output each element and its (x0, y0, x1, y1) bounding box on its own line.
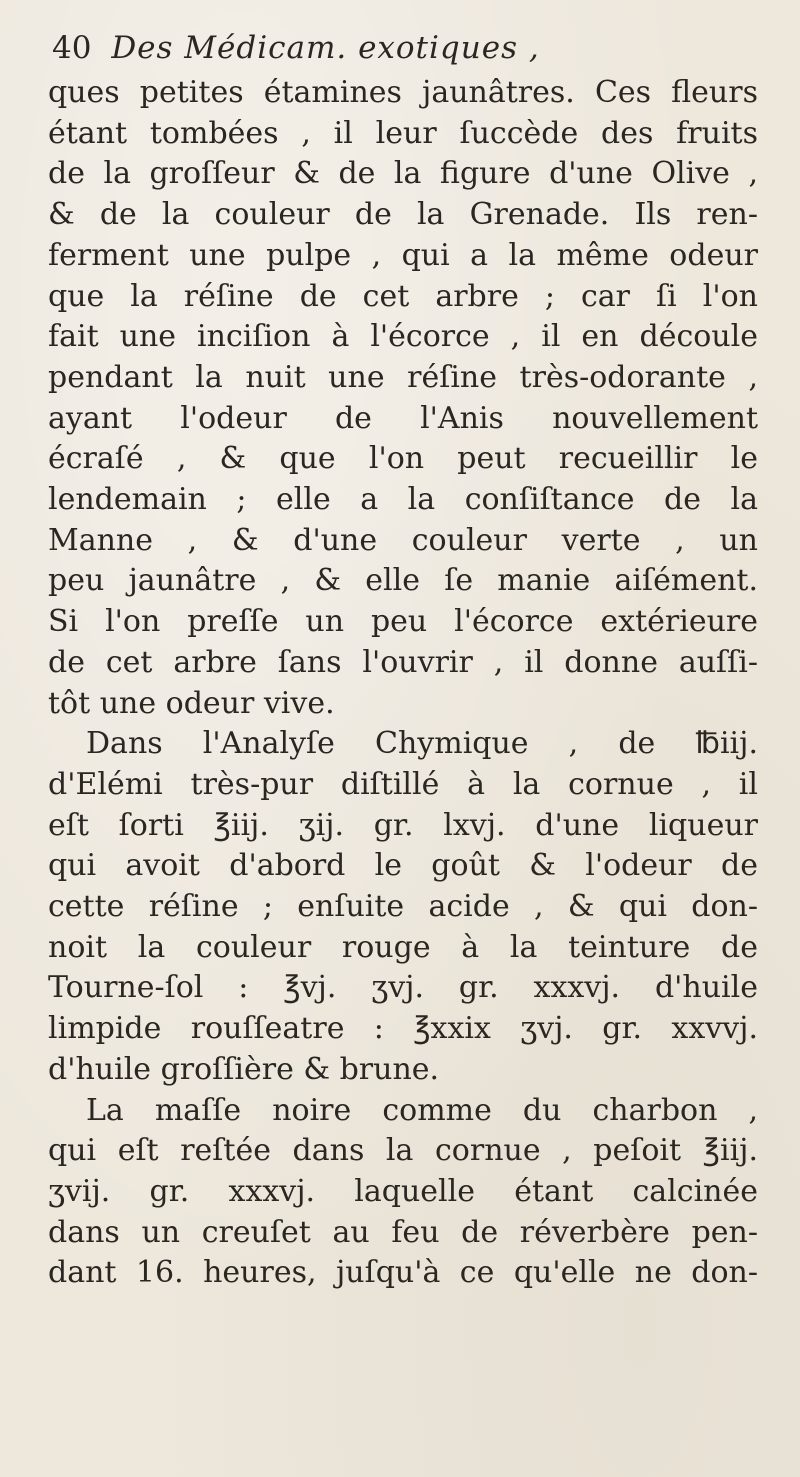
text-line: & de la couleur de la Grenade. Ils ren- (48, 197, 758, 233)
text-line: ʒvij. gr. xxxvj. laquelle étant calcinée (48, 1173, 758, 1209)
text-line: ayant l'odeur de l'Anis nouvellement (48, 400, 758, 436)
text-line: Dans l'Analyſe Chymique , de ℔iij. (86, 726, 758, 762)
text-line: La maſſe noire comme du charbon , (86, 1092, 758, 1128)
text-line: lendemain ; elle a la conſiſtance de la (48, 482, 758, 518)
text-line: limpide rouſſeatre : ℥xxix ʒvj. gr. xxvvj. (48, 1011, 758, 1047)
text-line: peu jaunâtre , & elle ſe manie aiſément. (48, 563, 758, 599)
text-line: noit la couleur rouge à la teinture de (48, 929, 758, 965)
text-line: qui avoit d'abord le goût & l'odeur de (48, 848, 758, 884)
text-line: dans un creuſet au feu de réverbère pen- (48, 1214, 758, 1250)
text-line: d'huile groſſière & brune. (48, 1051, 440, 1087)
text-line: d'Elémi très-pur diſtillé à la cornue , il (48, 766, 758, 802)
text-line: que la réſine de cet arbre ; car ſi l'on (48, 278, 758, 314)
text-line: ferment une pulpe , qui a la même odeur (48, 237, 758, 273)
text-line: pendant la nuit une réſine très-odorante , (48, 359, 758, 395)
paragraph (48, 724, 758, 1090)
text-line: fait une inciſion à l'écorce , il en découle (48, 319, 758, 355)
text-line: étant tombées , il leur ſuccède des fruits (48, 115, 758, 151)
paragraph (48, 1091, 758, 1295)
text-line: eſt ſorti ℥iij. ʒij. gr. lxvj. d'une liqueur (48, 807, 758, 843)
paragraph (48, 73, 758, 724)
running-title: Des Médicam. exotiques , (111, 30, 540, 66)
text-line: cette réſine ; enſuite acide , & qui don- (48, 889, 758, 925)
text-line: tôt une odeur vive. (48, 685, 335, 721)
text-line: de cet arbre ſans l'ouvrir , il donne auſſi- (48, 644, 758, 680)
text-line: qui eſt reſtée dans la cornue , peſoit ℥iij. (48, 1133, 758, 1169)
text-line: de la groſſeur & de la figure d'une Olive , (48, 156, 758, 192)
page-body (48, 73, 758, 1294)
page-header (52, 30, 772, 66)
text-line: Manne , & d'une couleur verte , un (48, 522, 758, 558)
text-line: Tourne-ſol : ℥vj. ʒvj. gr. xxxvj. d'huile (48, 970, 758, 1006)
text-line: ques petites étamines jaunâtres. Ces fleurs (48, 75, 758, 110)
page-number: 40 (52, 30, 92, 66)
text-line: écraſé , & que l'on peut recueillir le (48, 441, 758, 477)
text-line: dant 16. heures, juſqu'à ce qu'elle ne don- (48, 1255, 758, 1291)
text-line: Si l'on preſſe un peu l'écorce extérieure (48, 604, 758, 640)
